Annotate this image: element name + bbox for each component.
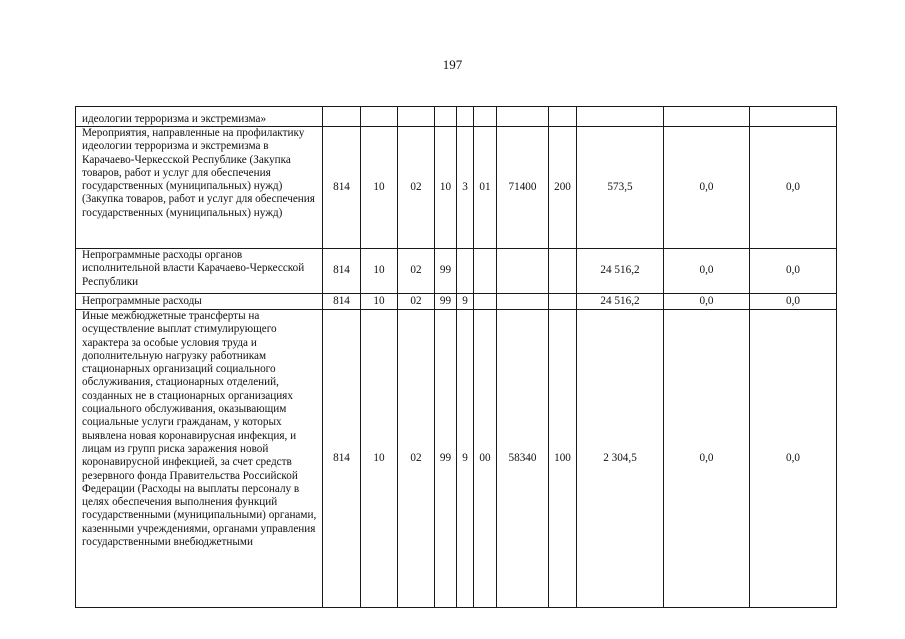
table-row — [76, 310, 837, 608]
event-code-cell — [474, 294, 497, 310]
amount-cell: 24 516,2 — [577, 249, 664, 294]
amount-cell: 0,0 — [750, 127, 837, 249]
table-row — [76, 249, 837, 294]
direction-code-cell: 71400 — [497, 127, 549, 249]
event-code-cell — [474, 249, 497, 294]
ministry-code-cell: 814 — [323, 294, 361, 310]
event-code-cell: 01 — [474, 127, 497, 249]
table-row — [76, 127, 837, 249]
subsection-code-cell — [398, 107, 435, 127]
row-name-cell: Иные межбюджетные трансферты на осуществление выплат стимулирующего характера за особые условия труда и дополнительную нагрузку работникам стационарных организаций социального обслуживания, стационарных отделений, созданных не в стационарных организациях социального обслуживания, оказывающим социальные услуги гражданам, у которых выявлена новая коронавирусная инфекция, и лицам из групп риска заражения новой коронавирусной инфекцией, за счет средств резервного фонда Правительства Российской Федерации (Расходы на выплаты персоналу в целях обеспечения выполнения функций государственными (муниципальными) органами, казенными учреждениями, органами управления государственными внебюджетными — [76, 310, 323, 608]
amount-cell: 2 304,5 — [577, 310, 664, 608]
amount-cell: 0,0 — [750, 294, 837, 310]
budget-table — [75, 106, 837, 608]
amount-cell — [577, 107, 664, 127]
direction-code-cell — [497, 249, 549, 294]
section-code-cell — [361, 107, 398, 127]
amount-cell — [664, 107, 750, 127]
expense-type-code-cell — [549, 249, 577, 294]
amount-cell — [750, 107, 837, 127]
amount-cell: 0,0 — [664, 294, 750, 310]
subsection-code-cell: 02 — [398, 127, 435, 249]
amount-cell: 0,0 — [664, 127, 750, 249]
amount-cell: 573,5 — [577, 127, 664, 249]
event-code-cell: 00 — [474, 310, 497, 608]
row-name-cell: Непрограммные расходы — [76, 294, 323, 310]
event-code-cell — [474, 107, 497, 127]
subprogram-code-cell — [457, 249, 474, 294]
amount-cell: 0,0 — [750, 249, 837, 294]
ministry-code-cell: 814 — [323, 310, 361, 608]
subsection-code-cell: 02 — [398, 310, 435, 608]
subsection-code-cell: 02 — [398, 249, 435, 294]
row-name-cell: Непрограммные расходы органов исполнительной власти Карачаево-Черкесской Республики — [76, 249, 323, 294]
section-code-cell: 10 — [361, 127, 398, 249]
subsection-code-cell: 02 — [398, 294, 435, 310]
direction-code-cell — [497, 107, 549, 127]
section-code-cell: 10 — [361, 310, 398, 608]
ministry-code-cell — [323, 107, 361, 127]
ministry-code-cell: 814 — [323, 249, 361, 294]
expense-type-code-cell — [549, 107, 577, 127]
expense-type-code-cell — [549, 294, 577, 310]
amount-cell: 0,0 — [664, 249, 750, 294]
subprogram-code-cell: 9 — [457, 294, 474, 310]
amount-cell: 0,0 — [664, 310, 750, 608]
subprogram-code-cell — [457, 107, 474, 127]
expense-type-code-cell: 200 — [549, 127, 577, 249]
section-code-cell: 10 — [361, 294, 398, 310]
page-number: 197 — [442, 57, 463, 72]
direction-code-cell: 58340 — [497, 310, 549, 608]
table-row — [76, 107, 837, 127]
amount-cell: 0,0 — [750, 310, 837, 608]
subprogram-code-cell: 3 — [457, 127, 474, 249]
section-code-cell: 10 — [361, 249, 398, 294]
program-code-cell: 99 — [435, 310, 457, 608]
row-name-cell: идеологии терроризма и экстремизма» — [76, 107, 323, 127]
row-name-cell: Мероприятия, направленные на профилактику идеологии терроризма и экстремизма в Карачаево-Черкесской Республике (Закупка товаров, работ и услуг для обеспечения государственных (муниципальных) нужд) (Закупка товаров, работ и услуг для обеспечения государственных (муниципальных) нужд) — [76, 127, 323, 249]
ministry-code-cell: 814 — [323, 127, 361, 249]
program-code-cell: 10 — [435, 127, 457, 249]
program-code-cell: 99 — [435, 294, 457, 310]
subprogram-code-cell: 9 — [457, 310, 474, 608]
table-row — [76, 294, 837, 310]
program-code-cell — [435, 107, 457, 127]
direction-code-cell — [497, 294, 549, 310]
expense-type-code-cell: 100 — [549, 310, 577, 608]
program-code-cell: 99 — [435, 249, 457, 294]
amount-cell: 24 516,2 — [577, 294, 664, 310]
